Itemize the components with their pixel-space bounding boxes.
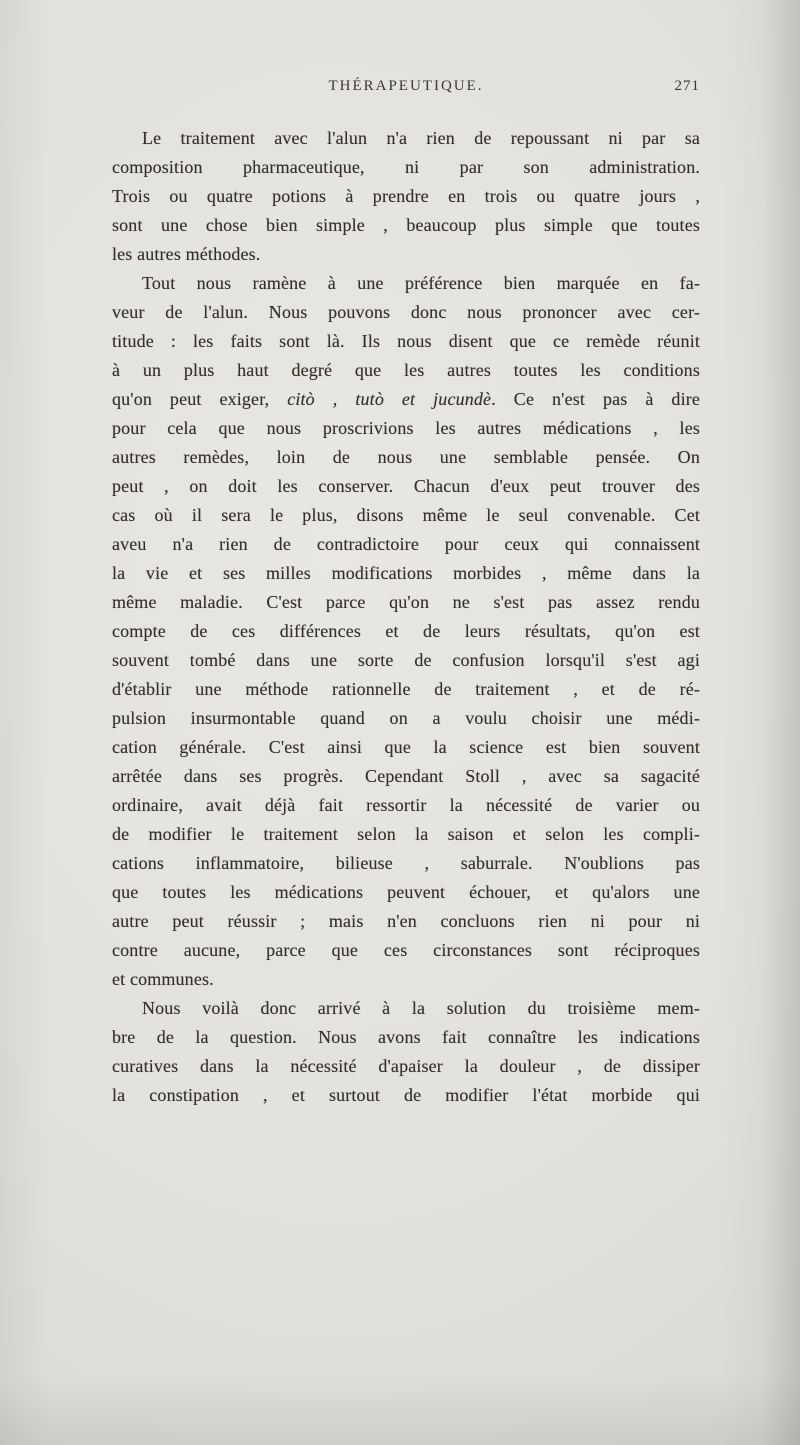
text-line [112,124,700,153]
text-segment: d'établir une méthode rationnelle de traitement , et de ré- [112,679,700,699]
text-line [112,936,700,965]
text-line [112,269,700,298]
text-line [112,704,700,733]
text-segment: Trois ou quatre potions à prendre en trois ou quatre jours , [112,186,700,206]
text-line [112,1052,700,1081]
text-line [112,240,700,269]
text-segment: même maladie. C'est parce qu'on ne s'est pas assez rendu [112,592,700,612]
paragraph [112,269,700,994]
text-line [112,791,700,820]
text-line [112,1081,700,1110]
text-segment: ordinaire, avait déjà fait ressortir la nécessité de varier ou [112,795,700,815]
latin-phrase: citò , tutò et jucundè [287,389,492,409]
text-line [112,1023,700,1052]
text-segment: autres remèdes, loin de nous une semblable pensée. On [112,447,700,467]
text-segment: contre aucune, parce que ces circonstances sont réciproques [112,940,700,960]
text-segment: sont une chose bien simple , beaucoup plus simple que toutes [112,215,700,235]
text-line [112,211,700,240]
text-segment: Nous voilà donc arrivé à la solution du troisième mem- [142,998,700,1018]
text-line [112,414,700,443]
text-line [112,878,700,907]
text-line [112,733,700,762]
text-line [112,501,700,530]
text-line [112,559,700,588]
text-line [112,820,700,849]
text-segment: que toutes les médications peuvent échouer, et qu'alors une [112,882,700,902]
page-text [112,124,700,1110]
text-segment: la vie et ses milles modifications morbides , même dans la [112,563,700,583]
text-segment: à un plus haut degré que les autres toutes les conditions [112,360,700,380]
text-line [112,153,700,182]
text-line [112,182,700,211]
text-segment: arrêtée dans ses progrès. Cependant Stoll , avec sa sagacité [112,766,700,786]
text-segment: qu'on peut exiger, [112,389,288,409]
text-segment: pour cela que nous proscrivions les autres médications , les [112,418,700,438]
text-line [112,443,700,472]
text-line [112,762,700,791]
text-line [112,298,700,327]
text-segment: veur de l'alun. Nous pouvons donc nous prononcer avec cer- [112,302,700,322]
text-segment: cas où il sera le plus, disons même le seul convenable. Cet [112,505,700,525]
text-line [112,530,700,559]
paragraph [112,994,700,1110]
text-line [112,588,700,617]
text-line [112,646,700,675]
text-segment: Le traitement avec l'alun n'a rien de repoussant ni par sa [142,128,700,148]
text-segment: et communes. [112,969,214,989]
text-line [112,472,700,501]
running-head [112,78,700,98]
text-segment: autre peut réussir ; mais n'en concluons rien ni pour ni [112,911,700,931]
page-number: 271 [674,78,700,94]
text-segment: la constipation , et surtout de modifier l'état morbide qui [112,1085,700,1105]
paragraph [112,124,700,269]
text-segment: cations inflammatoire, bilieuse , saburrale. N'oublions pas [112,853,700,873]
text-segment: compte de ces différences et de leurs résultats, qu'on est [112,621,700,641]
text-segment: de modifier le traitement selon la saison et selon les compli- [112,824,700,844]
text-line [112,356,700,385]
running-head-title: THÉRAPEUTIQUE. [328,78,484,94]
text-segment: composition pharmaceutique, ni par son administration. [112,157,700,177]
text-line [112,994,700,1023]
text-segment: cation générale. C'est ainsi que la science est bien souvent [112,737,700,757]
text-line [112,849,700,878]
text-line [112,965,700,994]
text-segment: . Ce n'est pas à dire [491,389,700,409]
text-segment: peut , on doit les conserver. Chacun d'eux peut trouver des [112,476,700,496]
text-segment: Tout nous ramène à une préférence bien marquée en fa- [142,273,700,293]
text-line [112,675,700,704]
text-segment: souvent tombé dans une sorte de confusion lorsqu'il s'est agi [112,650,700,670]
text-line [112,385,700,414]
page-content [112,78,700,1110]
text-line [112,617,700,646]
text-line [112,907,700,936]
text-segment: curatives dans la nécessité d'apaiser la douleur , de dissiper [112,1056,700,1076]
text-segment: les autres méthodes. [112,244,261,264]
text-segment: bre de la question. Nous avons fait connaître les indications [112,1027,700,1047]
text-segment: titude : les faits sont là. Ils nous disent que ce remède réunit [112,331,700,351]
text-line [112,327,700,356]
text-segment: aveu n'a rien de contradictoire pour ceux qui connaissent [112,534,700,554]
text-segment: pulsion insurmontable quand on a voulu choisir une médi- [112,708,700,728]
